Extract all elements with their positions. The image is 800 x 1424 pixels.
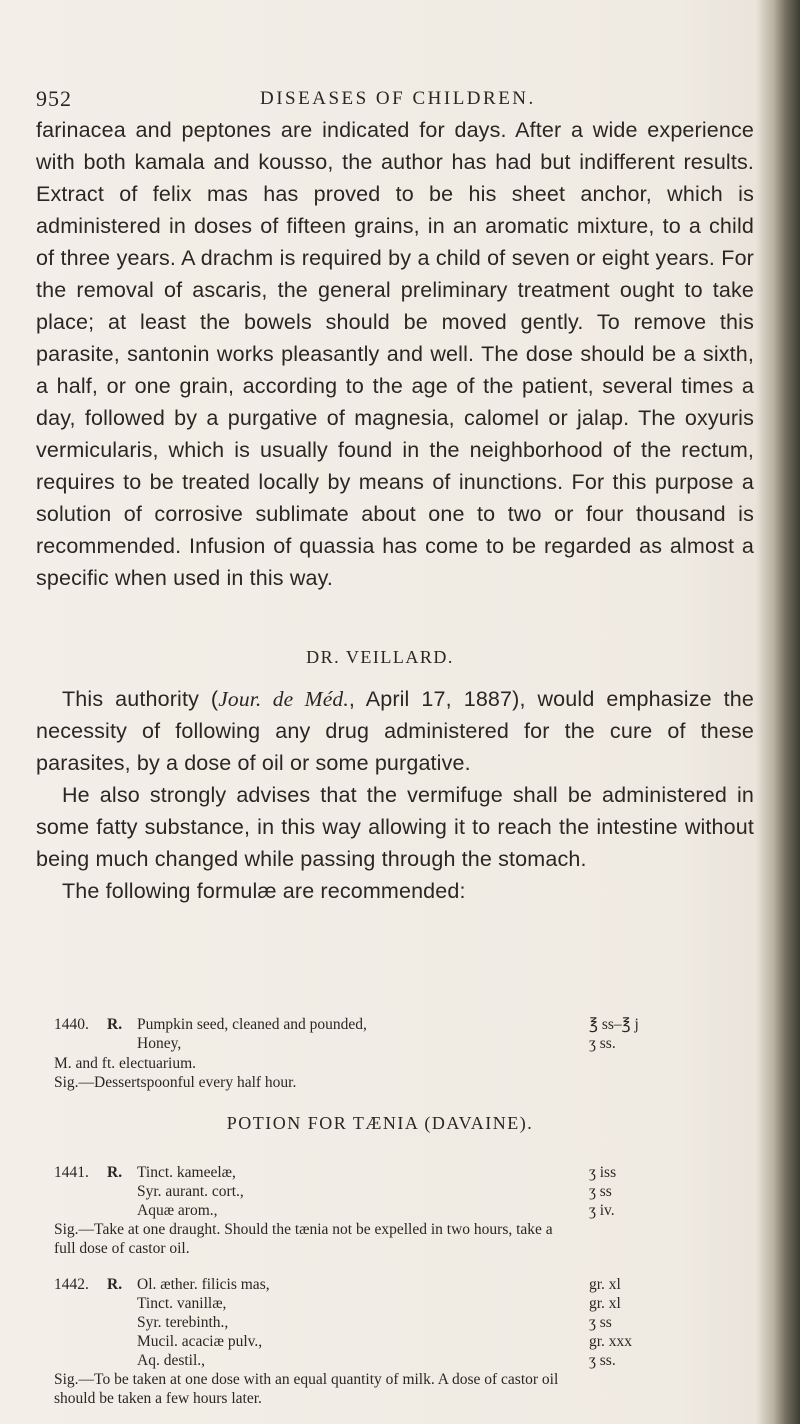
quantity: ʒ ss bbox=[589, 1314, 612, 1331]
quantity: ʒ ss. bbox=[589, 1352, 616, 1369]
ingredient: Aquæ arom., bbox=[137, 1202, 218, 1219]
rx-symbol: R. bbox=[107, 1276, 123, 1293]
paragraph-1: farinacea and peptones are indicated for days. After a wide experience with both kamala and kousso, the author has had but indifferent results. Extract of felix mas has proved to be his sheet anchor, which is administered in doses of fifteen grains, in an aromatic mixture, to a child of three years. A drachm is required by a child of seven or eight years. For the removal of ascaris, the general preliminary treatment ought to take place; at least the bowels should be moved gently. To remove this parasite, santonin works pleasantly and well. The dose should be a sixth, a half, or one grain, according to the age of the patient, several times a day, followed by a purgative of magnesia, calomel or jalap. The oxyuris vermicularis, which is usually found in the neighborhood of the rectum, requires to be treated locally by means of inunctions. For this purpose a solution of corrosive sublimate about one to two or four thousand is recommended. Infusion of quassia has come to be regarded as almost a specific when used in this way. bbox=[36, 118, 754, 590]
quantity: ʒ iv. bbox=[589, 1202, 615, 1219]
section-heading: DR. VEILLARD. bbox=[306, 647, 454, 667]
paragraph-3: He also strongly advises that the vermifuge shall be administered in some fatty substance, in this way allowing it to reach the intestine without being much changed while passing through the stomach. bbox=[36, 783, 754, 871]
sig: Sig.—Take at one draught. Should the tænia not be expelled in two hours, take a bbox=[54, 1221, 553, 1238]
ingredient: Syr. aurant. cort., bbox=[137, 1183, 244, 1200]
quantity: ʒ ss. bbox=[589, 1035, 616, 1052]
ingredient: Aq. destil., bbox=[137, 1352, 206, 1369]
rx-number: 1440. bbox=[54, 1016, 89, 1033]
quantity: ʒ ss bbox=[589, 1183, 612, 1200]
ingredient: Mucil. acaciæ pulv., bbox=[137, 1333, 263, 1350]
quantity: ℥ ss–℥ j bbox=[589, 1016, 639, 1033]
sig: Sig.—To be taken at one dose with an equal quantity of milk. A dose of castor oil bbox=[54, 1371, 559, 1388]
ingredient: Ol. æther. filicis mas, bbox=[137, 1276, 270, 1293]
rx-symbol: R. bbox=[107, 1164, 123, 1181]
citation: Jour. de Méd. bbox=[218, 687, 349, 711]
quantity: gr. xl bbox=[589, 1295, 621, 1312]
ingredient: Tinct. vanillæ, bbox=[137, 1295, 227, 1312]
rx-symbol: R. bbox=[107, 1016, 123, 1033]
rx-number: 1442. bbox=[54, 1276, 89, 1293]
ingredient: Pumpkin seed, cleaned and pounded, bbox=[137, 1016, 367, 1033]
sig: Sig.—Dessertspoonful every half hour. bbox=[54, 1074, 297, 1091]
quantity: gr. xl bbox=[589, 1276, 621, 1293]
paragraph-2-after: , April 17, 1887), would emphasize the necessity of following any drug administered for the cure of these parasites, by a dose of oil or some purgative. bbox=[36, 687, 754, 775]
paragraph-4: The following formulæ are recommended: bbox=[62, 879, 466, 903]
paragraph-2-before: This authority ( bbox=[62, 687, 219, 711]
potion-heading: POTION FOR TÆNIA (DAVAINE). bbox=[226, 1113, 534, 1133]
rx-number: 1441. bbox=[54, 1164, 89, 1181]
page-number: 952 bbox=[36, 86, 72, 111]
ingredient: Syr. terebinth., bbox=[137, 1314, 229, 1331]
ingredient: Tinct. kameelæ, bbox=[137, 1164, 236, 1181]
quantity: ʒ iss bbox=[589, 1164, 617, 1181]
directions: M. and ft. electuarium. bbox=[54, 1055, 197, 1072]
quantity: gr. xxx bbox=[589, 1333, 633, 1350]
running-head: DISEASES OF CHILDREN. bbox=[260, 88, 536, 109]
sig-continuation: full dose of castor oil. bbox=[54, 1240, 190, 1257]
ingredient: Honey, bbox=[137, 1035, 182, 1052]
sig-continuation: should be taken a few hours later. bbox=[54, 1390, 262, 1407]
